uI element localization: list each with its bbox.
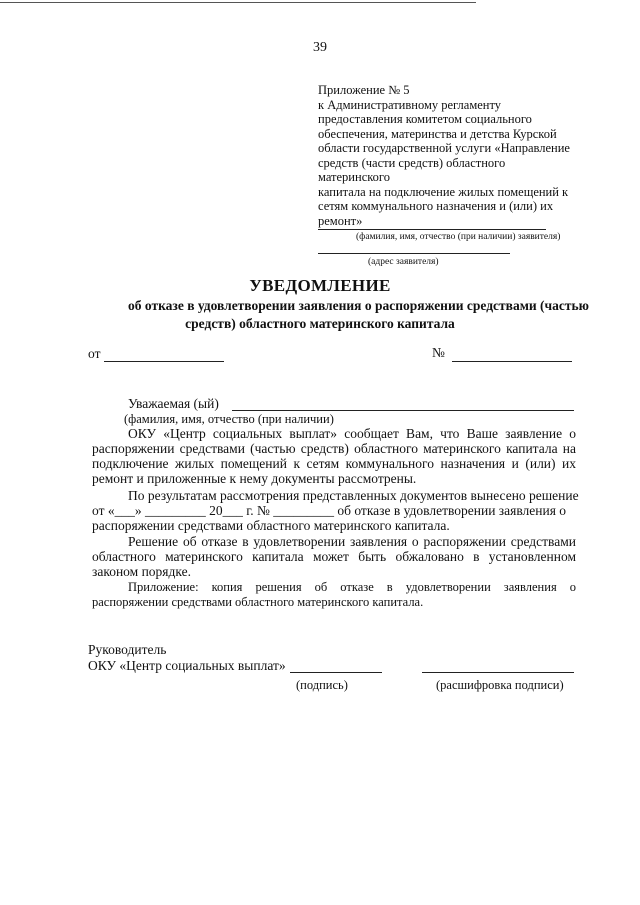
signature-org: ОКУ «Центр социальных выплат» xyxy=(88,658,286,673)
appendix-title: Приложение № 5 xyxy=(318,83,410,97)
number-field-line[interactable] xyxy=(452,361,572,362)
notice-heading: УВЕДОМЛЕНИЕ xyxy=(249,276,391,295)
signature-caption: (подпись) xyxy=(296,678,348,692)
date-field-line[interactable] xyxy=(104,361,224,362)
paragraph-attachment: Приложение: копия решения об отказе в удовлетворении заявления о распоряжении средствами областного материнского капитала. xyxy=(92,580,576,609)
notice-subtitle-1: об отказе в удовлетворении заявления о распоряжении средствами (частью xyxy=(128,298,589,313)
greeting-caption: (фамилия, имя, отчество (при наличии) xyxy=(124,412,334,426)
paragraph-results-date: от «___» _________ 20___ г. № _________ об отказе в удовлетворении заявления о xyxy=(92,503,567,518)
top-rule xyxy=(0,2,476,3)
applicant-name-caption: (фамилия, имя, отчество (при наличии) заявителя) xyxy=(356,232,561,242)
signature-decode-line[interactable] xyxy=(422,672,574,673)
appendix-line: обеспечения, материнства и детства Курской xyxy=(318,126,557,141)
number-label: № xyxy=(432,345,445,360)
appendix-line: ремонт» xyxy=(318,213,363,228)
appendix-line: средств (части средств) областного материнского xyxy=(318,155,506,184)
from-label: от xyxy=(88,346,101,361)
applicant-address-line[interactable] xyxy=(318,253,510,254)
appendix-line: предоставления комитетом социального xyxy=(318,112,532,126)
appendix-line: области государственной услуги «Направление xyxy=(318,141,570,155)
signature-line[interactable] xyxy=(290,672,382,673)
appendix-line: сетям коммунального назначения и (или) их xyxy=(318,199,554,213)
applicant-name-line[interactable] xyxy=(318,229,546,230)
signature-decode-caption: (расшифровка подписи) xyxy=(436,678,564,692)
signature-role: Руководитель xyxy=(88,642,167,657)
appendix-line: к Административному регламенту xyxy=(318,97,502,112)
paragraph-results-intro: По результатам рассмотрения представленных документов вынесено решение xyxy=(128,488,579,503)
greeting-label: Уважаемая (ый) xyxy=(128,396,219,411)
paragraph-appeal: Решение об отказе в удовлетворении заявления о распоряжении средствами областного материнского капитала может быть обжаловано в установленном законом порядке. xyxy=(92,534,576,579)
paragraph-results-end: распоряжении средствами областного материнского капитала. xyxy=(92,518,450,533)
appendix-block xyxy=(318,83,580,228)
applicant-address-caption: (адрес заявителя) xyxy=(368,257,439,267)
appendix-line: капитала на подключение жилых помещений к xyxy=(318,184,569,199)
page-number: 39 xyxy=(313,40,327,55)
paragraph-decision-info: ОКУ «Центр социальных выплат» сообщает Вам, что Ваше заявление о распоряжении средствами (частью средств) областного материнского капитала на подключение жилых помещений к сетям коммунального назначения и (или) их ремонт и приложенные к нему документы рассмотрены. xyxy=(92,426,576,486)
recipient-name-line[interactable] xyxy=(232,410,574,411)
notice-subtitle-2: средств) областного материнского капитала xyxy=(185,316,455,331)
